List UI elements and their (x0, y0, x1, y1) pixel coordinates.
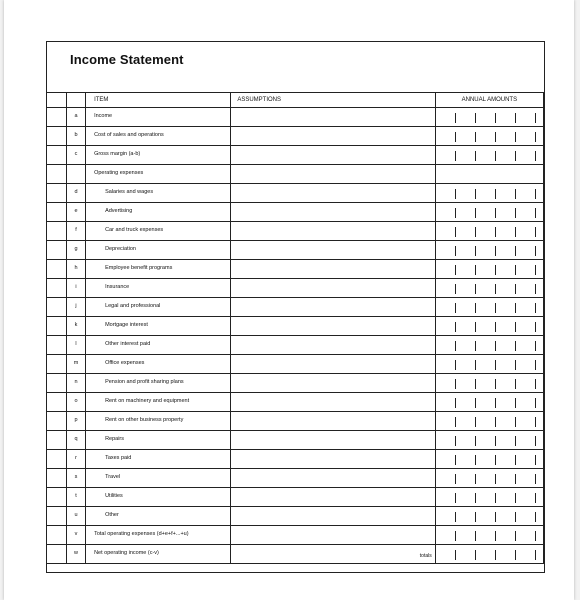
row-item-label: Car and truck expenses (86, 222, 231, 241)
row-assumptions-cell[interactable] (231, 488, 435, 507)
digit-separator-tick (515, 189, 516, 199)
row-code: l (67, 336, 86, 355)
row-assumptions-cell[interactable] (231, 203, 435, 222)
table-body (47, 108, 544, 564)
row-code: b (67, 127, 86, 146)
row-item-label: Office expenses (86, 355, 231, 374)
digit-separator-tick (455, 379, 456, 389)
table-row (47, 355, 544, 374)
row-code: i (67, 279, 86, 298)
digit-separator-tick (535, 303, 536, 313)
row-assumptions-cell[interactable] (231, 355, 435, 374)
table-header-row (47, 93, 544, 108)
digit-separator-tick (535, 113, 536, 123)
row-item-label: Insurance (86, 279, 231, 298)
row-assumptions-cell[interactable] (231, 146, 435, 165)
digit-separator-tick (535, 379, 536, 389)
digit-separator-tick (515, 151, 516, 161)
amount-digit-separators (455, 132, 535, 142)
row-code: w (67, 545, 86, 564)
row-item-label: Total operating expenses (d+e+f+...+u) (86, 526, 231, 545)
row-item-label: Other (86, 507, 231, 526)
row-item-label: Travel (86, 469, 231, 488)
header-code-cell (67, 93, 86, 108)
digit-separator-tick (495, 379, 496, 389)
digit-separator-tick (535, 417, 536, 427)
row-item-label: Cost of sales and operations (86, 127, 231, 146)
digit-separator-tick (475, 303, 476, 313)
row-assumptions-cell[interactable] (231, 165, 435, 184)
digit-separator-tick (495, 493, 496, 503)
table-row (47, 108, 544, 127)
digit-separator-tick (475, 246, 476, 256)
row-blank-cell (47, 317, 67, 336)
row-item-label: Salaries and wages (86, 184, 231, 203)
row-assumptions-cell[interactable] (231, 431, 435, 450)
digit-separator-tick (475, 265, 476, 275)
digit-separator-tick (495, 550, 496, 560)
amount-digit-separators (455, 417, 535, 427)
digit-separator-tick (475, 132, 476, 142)
row-assumptions-cell[interactable] (231, 127, 435, 146)
row-blank-cell (47, 222, 67, 241)
digit-separator-tick (475, 189, 476, 199)
table-row (47, 393, 544, 412)
digit-separator-tick (535, 531, 536, 541)
header-annual-amounts: ANNUAL AMOUNTS (435, 93, 543, 108)
digit-separator-tick (455, 322, 456, 332)
digit-separator-tick (495, 113, 496, 123)
digit-separator-tick (515, 512, 516, 522)
digit-separator-tick (515, 417, 516, 427)
digit-separator-tick (455, 474, 456, 484)
row-code: f (67, 222, 86, 241)
amount-digit-separators (455, 284, 535, 294)
digit-separator-tick (535, 455, 536, 465)
digit-separator-tick (495, 417, 496, 427)
digit-separator-tick (495, 360, 496, 370)
row-code: d (67, 184, 86, 203)
row-code: u (67, 507, 86, 526)
digit-separator-tick (455, 151, 456, 161)
row-assumptions-cell[interactable] (231, 317, 435, 336)
row-blank-cell (47, 526, 67, 545)
row-annual-amount-cell[interactable] (435, 279, 543, 298)
digit-separator-tick (455, 550, 456, 560)
digit-separator-tick (455, 360, 456, 370)
row-blank-cell (47, 108, 67, 127)
row-annual-amount-cell[interactable] (435, 526, 543, 545)
table-row (47, 184, 544, 203)
digit-separator-tick (455, 341, 456, 351)
row-blank-cell (47, 146, 67, 165)
row-code: q (67, 431, 86, 450)
digit-separator-tick (515, 360, 516, 370)
row-blank-cell (47, 127, 67, 146)
page-title: Income Statement (70, 52, 184, 67)
row-blank-cell (47, 374, 67, 393)
row-item-label: Advertising (86, 203, 231, 222)
digit-separator-tick (495, 474, 496, 484)
amount-digit-separators (455, 455, 535, 465)
digit-separator-tick (495, 132, 496, 142)
digit-separator-tick (455, 512, 456, 522)
digit-separator-tick (535, 341, 536, 351)
row-annual-amount-cell[interactable] (435, 545, 543, 564)
digit-separator-tick (475, 436, 476, 446)
digit-separator-tick (535, 398, 536, 408)
digit-separator-tick (455, 208, 456, 218)
row-code: e (67, 203, 86, 222)
row-annual-amount-cell[interactable] (435, 241, 543, 260)
digit-separator-tick (495, 455, 496, 465)
digit-separator-tick (535, 151, 536, 161)
row-blank-cell (47, 184, 67, 203)
row-blank-cell (47, 507, 67, 526)
row-annual-amount-cell[interactable] (435, 374, 543, 393)
digit-separator-tick (535, 512, 536, 522)
row-blank-cell (47, 393, 67, 412)
row-item-label: Employee benefit programs (86, 260, 231, 279)
table-row (47, 203, 544, 222)
table-row (47, 374, 544, 393)
row-blank-cell (47, 260, 67, 279)
digit-separator-tick (495, 398, 496, 408)
row-assumptions-cell[interactable] (231, 241, 435, 260)
row-annual-amount-cell[interactable] (435, 127, 543, 146)
amount-digit-separators (455, 151, 535, 161)
row-item-label: Operating expenses (86, 165, 231, 184)
amount-digit-separators (455, 436, 535, 446)
digit-separator-tick (515, 132, 516, 142)
row-code: c (67, 146, 86, 165)
row-blank-cell (47, 165, 67, 184)
amount-digit-separators (455, 398, 535, 408)
table-row (47, 127, 544, 146)
digit-separator-tick (515, 550, 516, 560)
amount-digit-separators (455, 189, 535, 199)
row-code: t (67, 488, 86, 507)
amount-digit-separators (455, 360, 535, 370)
digit-separator-tick (495, 227, 496, 237)
amount-digit-separators (455, 531, 535, 541)
row-item-label: Rent on machinery and equipment (86, 393, 231, 412)
table-row (47, 545, 544, 564)
row-code: p (67, 412, 86, 431)
table-row (47, 279, 544, 298)
digit-separator-tick (515, 265, 516, 275)
table-row (47, 336, 544, 355)
digit-separator-tick (455, 398, 456, 408)
digit-separator-tick (475, 493, 476, 503)
row-annual-amount-cell[interactable] (435, 165, 543, 184)
digit-separator-tick (475, 474, 476, 484)
row-assumptions-cell[interactable] (231, 545, 435, 564)
row-annual-amount-cell[interactable] (435, 108, 543, 127)
row-item-label: Legal and professional (86, 298, 231, 317)
row-blank-cell (47, 488, 67, 507)
row-item-label: Gross margin (a-b) (86, 146, 231, 165)
digit-separator-tick (455, 493, 456, 503)
row-blank-cell (47, 431, 67, 450)
digit-separator-tick (475, 322, 476, 332)
digit-separator-tick (515, 455, 516, 465)
row-assumptions-cell[interactable] (231, 526, 435, 545)
table-row (47, 241, 544, 260)
digit-separator-tick (455, 113, 456, 123)
digit-separator-tick (495, 341, 496, 351)
row-annual-amount-cell[interactable] (435, 184, 543, 203)
digit-separator-tick (495, 208, 496, 218)
row-annual-amount-cell[interactable] (435, 222, 543, 241)
row-annual-amount-cell[interactable] (435, 260, 543, 279)
table-row (47, 222, 544, 241)
header-assumptions: ASSUMPTIONS (231, 93, 435, 108)
row-assumptions-cell[interactable] (231, 336, 435, 355)
row-annual-amount-cell[interactable] (435, 393, 543, 412)
digit-separator-tick (455, 189, 456, 199)
row-blank-cell (47, 469, 67, 488)
digit-separator-tick (475, 284, 476, 294)
digit-separator-tick (515, 474, 516, 484)
digit-separator-tick (475, 417, 476, 427)
digit-separator-tick (455, 132, 456, 142)
table-row (47, 260, 544, 279)
amount-digit-separators (455, 322, 535, 332)
digit-separator-tick (475, 208, 476, 218)
digit-separator-tick (535, 474, 536, 484)
row-assumptions-cell[interactable] (231, 374, 435, 393)
header-blank-cell (47, 93, 67, 108)
amount-digit-separators (455, 227, 535, 237)
row-item-label: Repairs (86, 431, 231, 450)
row-blank-cell (47, 355, 67, 374)
digit-separator-tick (495, 284, 496, 294)
row-annual-amount-cell[interactable] (435, 355, 543, 374)
digit-separator-tick (515, 227, 516, 237)
digit-separator-tick (535, 208, 536, 218)
row-assumptions-cell[interactable] (231, 260, 435, 279)
digit-separator-tick (455, 284, 456, 294)
row-code: h (67, 260, 86, 279)
digit-separator-tick (535, 436, 536, 446)
amount-digit-separators (455, 550, 535, 560)
digit-separator-tick (515, 398, 516, 408)
digit-separator-tick (455, 436, 456, 446)
digit-separator-tick (515, 493, 516, 503)
digit-separator-tick (455, 303, 456, 313)
digit-separator-tick (475, 227, 476, 237)
row-item-label: Income (86, 108, 231, 127)
digit-separator-tick (495, 303, 496, 313)
amount-digit-separators (455, 493, 535, 503)
digit-separator-tick (495, 436, 496, 446)
table-row (47, 412, 544, 431)
table-row (47, 469, 544, 488)
digit-separator-tick (515, 436, 516, 446)
row-assumptions-cell[interactable] (231, 184, 435, 203)
amount-digit-separators (455, 265, 535, 275)
row-assumptions-cell[interactable] (231, 393, 435, 412)
header-item: ITEM (86, 93, 231, 108)
digit-separator-tick (475, 341, 476, 351)
table-row (47, 298, 544, 317)
income-statement-table (47, 92, 544, 564)
row-annual-amount-cell[interactable] (435, 298, 543, 317)
row-blank-cell (47, 412, 67, 431)
row-annual-amount-cell[interactable] (435, 488, 543, 507)
income-statement-form (46, 41, 545, 573)
row-item-label: Pension and profit sharing plans (86, 374, 231, 393)
digit-separator-tick (535, 360, 536, 370)
row-annual-amount-cell[interactable] (435, 146, 543, 165)
row-annual-amount-cell[interactable] (435, 469, 543, 488)
digit-separator-tick (455, 417, 456, 427)
digit-separator-tick (515, 531, 516, 541)
digit-separator-tick (535, 227, 536, 237)
amount-digit-separators (455, 341, 535, 351)
amount-digit-separators (455, 246, 535, 256)
digit-separator-tick (515, 246, 516, 256)
digit-separator-tick (475, 151, 476, 161)
row-annual-amount-cell[interactable] (435, 317, 543, 336)
row-code: g (67, 241, 86, 260)
digit-separator-tick (495, 265, 496, 275)
digit-separator-tick (535, 550, 536, 560)
digit-separator-tick (475, 512, 476, 522)
table-row (47, 431, 544, 450)
row-code: m (67, 355, 86, 374)
amount-digit-separators (455, 474, 535, 484)
row-annual-amount-cell[interactable] (435, 412, 543, 431)
digit-separator-tick (475, 455, 476, 465)
row-code: n (67, 374, 86, 393)
digit-separator-tick (535, 246, 536, 256)
digit-separator-tick (455, 265, 456, 275)
table-row (47, 526, 544, 545)
row-code: o (67, 393, 86, 412)
amount-digit-separators (455, 379, 535, 389)
row-blank-cell (47, 241, 67, 260)
row-blank-cell (47, 336, 67, 355)
digit-separator-tick (495, 322, 496, 332)
row-item-label: Other interest paid (86, 336, 231, 355)
row-assumptions-cell[interactable] (231, 507, 435, 526)
row-item-label: Net operating income (c-v) (86, 545, 231, 564)
table-row (47, 450, 544, 469)
digit-separator-tick (535, 189, 536, 199)
row-blank-cell (47, 450, 67, 469)
digit-separator-tick (475, 550, 476, 560)
digit-separator-tick (475, 531, 476, 541)
digit-separator-tick (535, 265, 536, 275)
digit-separator-tick (535, 284, 536, 294)
table-row (47, 507, 544, 526)
digit-separator-tick (455, 227, 456, 237)
row-item-label: Depreciation (86, 241, 231, 260)
digit-separator-tick (495, 189, 496, 199)
row-code: a (67, 108, 86, 127)
digit-separator-tick (535, 322, 536, 332)
amount-digit-separators (455, 208, 535, 218)
amount-digit-separators (455, 113, 535, 123)
digit-separator-tick (475, 398, 476, 408)
row-blank-cell (47, 203, 67, 222)
digit-separator-tick (455, 531, 456, 541)
table-row (47, 146, 544, 165)
table-row (47, 317, 544, 336)
row-annual-amount-cell[interactable] (435, 336, 543, 355)
table-row (47, 165, 544, 184)
digit-separator-tick (515, 341, 516, 351)
digit-separator-tick (495, 531, 496, 541)
row-assumptions-cell[interactable] (231, 412, 435, 431)
digit-separator-tick (535, 132, 536, 142)
row-code: v (67, 526, 86, 545)
row-code: s (67, 469, 86, 488)
row-item-label: Rent on other business property (86, 412, 231, 431)
digit-separator-tick (515, 113, 516, 123)
digit-separator-tick (515, 303, 516, 313)
amount-digit-separators (455, 512, 535, 522)
row-assumptions-cell[interactable] (231, 450, 435, 469)
digit-separator-tick (515, 284, 516, 294)
row-code (67, 165, 86, 184)
row-item-label: Mortgage interest (86, 317, 231, 336)
row-assumptions-cell[interactable] (231, 279, 435, 298)
document-page (4, 0, 574, 600)
totals-label: totals (419, 553, 432, 559)
row-annual-amount-cell[interactable] (435, 507, 543, 526)
digit-separator-tick (455, 455, 456, 465)
amount-digit-separators (455, 303, 535, 313)
row-blank-cell (47, 298, 67, 317)
digit-separator-tick (475, 360, 476, 370)
row-annual-amount-cell[interactable] (435, 203, 543, 222)
digit-separator-tick (455, 246, 456, 256)
digit-separator-tick (515, 379, 516, 389)
digit-separator-tick (475, 113, 476, 123)
row-item-label: Taxes paid (86, 450, 231, 469)
row-assumptions-cell[interactable] (231, 222, 435, 241)
row-item-label: Utilities (86, 488, 231, 507)
row-assumptions-cell[interactable] (231, 108, 435, 127)
row-assumptions-cell[interactable] (231, 298, 435, 317)
row-code: r (67, 450, 86, 469)
row-annual-amount-cell[interactable] (435, 431, 543, 450)
digit-separator-tick (515, 322, 516, 332)
digit-separator-tick (515, 208, 516, 218)
row-code: j (67, 298, 86, 317)
row-code: k (67, 317, 86, 336)
row-blank-cell (47, 279, 67, 298)
row-blank-cell (47, 545, 67, 564)
table-row (47, 488, 544, 507)
row-assumptions-cell[interactable] (231, 469, 435, 488)
digit-separator-tick (475, 379, 476, 389)
digit-separator-tick (495, 246, 496, 256)
digit-separator-tick (495, 151, 496, 161)
digit-separator-tick (495, 512, 496, 522)
row-annual-amount-cell[interactable] (435, 450, 543, 469)
digit-separator-tick (535, 493, 536, 503)
